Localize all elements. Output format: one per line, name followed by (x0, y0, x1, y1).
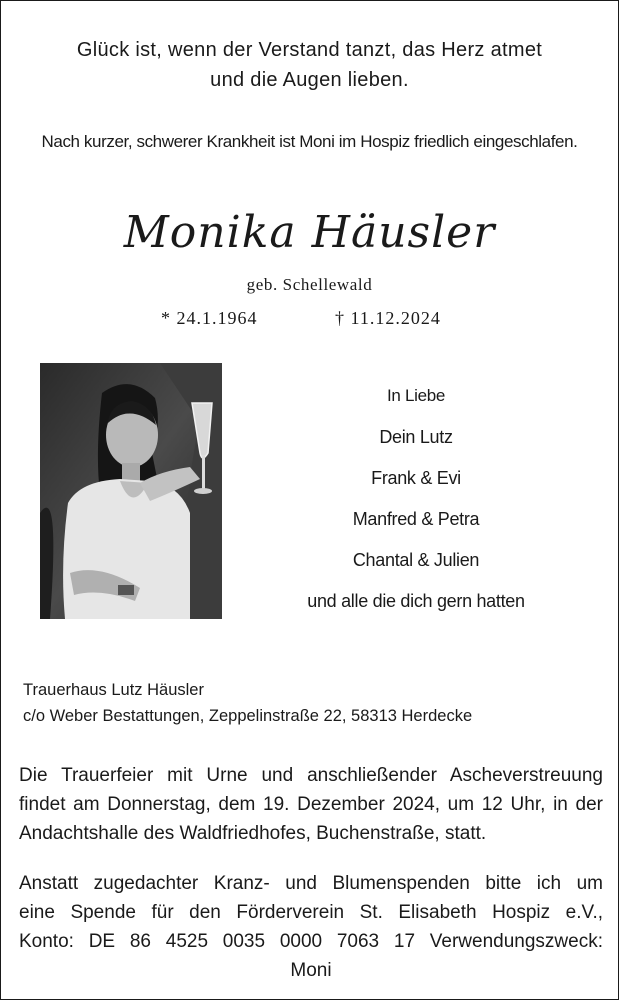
donation-line: Konto: DE 86 4525 0035 0000 7063 17 Verwendungszweck: (19, 931, 603, 952)
mourner-name: Frank & Evi (371, 468, 461, 488)
donation-line: Anstatt zugedachter Kranz- und Blumenspenden bitte ich um (19, 873, 603, 894)
deceased-name: Monika Häusler (123, 207, 496, 258)
contact-line-2: c/o Weber Bestattungen, Zeppelinstraße 22, 58313 Herdecke (23, 707, 473, 725)
birth-date: * 24.1.1964 (161, 308, 258, 328)
death-date: † 11.12.2024 (335, 308, 441, 328)
donation-request (19, 869, 603, 985)
motto-line-2: und die Augen lieben. (210, 69, 409, 91)
portrait-photo-image (40, 363, 222, 619)
contact-address (23, 677, 472, 729)
contact-line-1: Trauerhaus Lutz Häusler (23, 681, 204, 699)
mourner-name: und alle die dich gern hatten (307, 591, 525, 611)
mourner-name: Manfred & Petra (352, 509, 480, 529)
mourners-lead: In Liebe (386, 386, 446, 405)
mourner-name: Chantal & Julien (352, 550, 480, 570)
mourners-list (291, 381, 541, 627)
donation-reference: Moni (290, 960, 332, 981)
motto-quote (1, 35, 618, 95)
portrait-photo (40, 363, 222, 619)
death-announcement: Nach kurzer, schwerer Krankheit ist Moni im Hospiz friedlich eingeschlafen. (41, 132, 578, 151)
maiden-name: geb. Schellewald (246, 275, 373, 294)
mourner-name: Dein Lutz (379, 427, 453, 447)
ceremony-details: Die Trauerfeier mit Urne und anschließender Ascheverstreuung findet am Donnerstag, dem 19. Dezember 2024, um 12 Uhr, in der Andachtshalle des Waldfriedhofes, Buchenstraße, statt. (19, 765, 603, 844)
donation-line: eine Spende für den Förderverein St. Elisabeth Hospiz e.V., (19, 902, 603, 923)
motto-line-1: Glück ist, wenn der Verstand tanzt, das Herz atmet (76, 39, 543, 61)
